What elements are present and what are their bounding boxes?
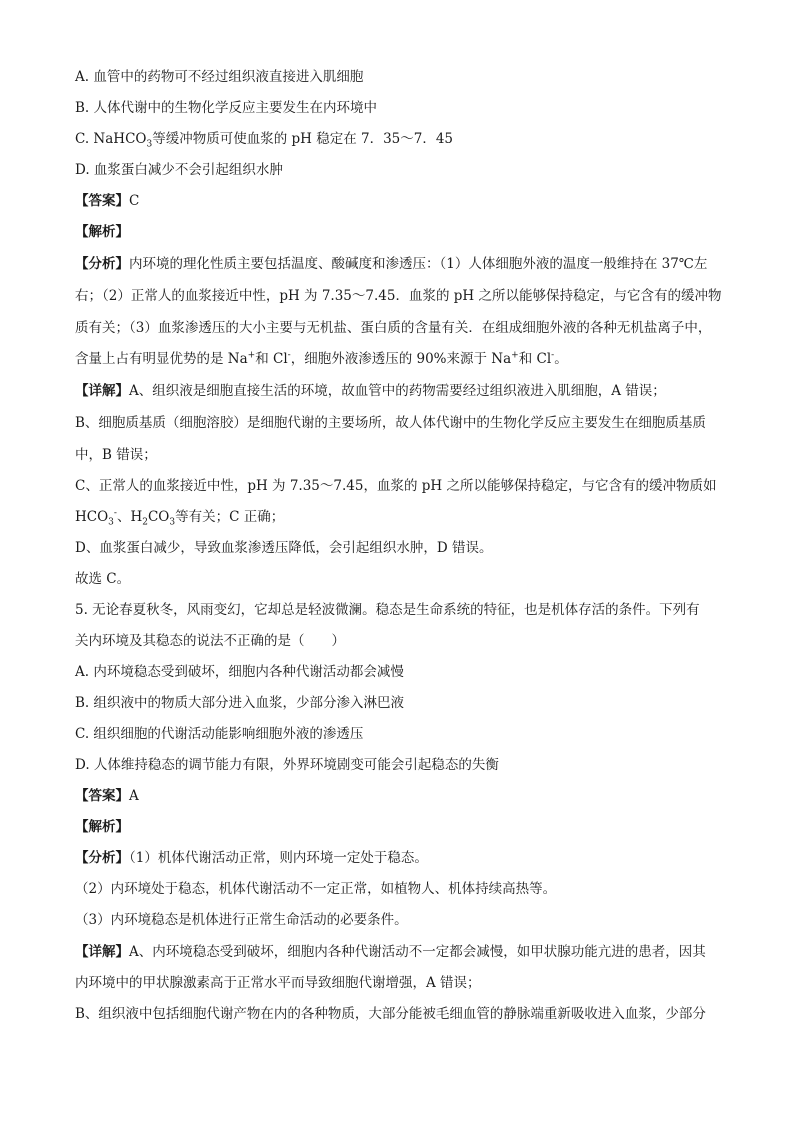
answer-tag: 【答案】 xyxy=(75,788,129,804)
q4-xiangjie-line: D、血浆蛋白减少，导致血浆渗透压降低，会引起组织水肿，D 错误。 xyxy=(75,540,493,556)
q4-fenxi-line: 【分析】内环境的理化性质主要包括温度、酸碱度和渗透压：（1）人体细胞外液的温度一般维持在 37℃左 xyxy=(75,256,708,272)
q4-xiangjie-line: 【详解】A、组织液是细胞直接生活的环境，故血管中的药物需要经过组织液进入肌细胞，A 错误； xyxy=(75,383,666,399)
q5-stem: 5. 无论春夏秋冬，风雨变幻，它却总是轻波微澜。稳态是生命系统的特征，也是机体存活的条件。下列有 xyxy=(75,602,700,618)
q5-answer: 【答案】A xyxy=(75,788,139,804)
q4-xiangjie-line: B、细胞质基质（细胞溶胶）是细胞代谢的主要场所，故人体代谢中的生物化学反应主要发生在细胞质基质 xyxy=(75,415,706,431)
q5-option-b: B. 组织液中的物质大部分进入血浆，少部分渗入淋巴液 xyxy=(75,695,405,711)
q5-analysis-heading: 【解析】 xyxy=(75,819,129,835)
q4-xiangjie-line: C、正常人的血浆接近中性，pH 为 7.35～7.45，血浆的 pH 之所以能够保持稳定，与它含有的缓冲物质如 xyxy=(75,478,717,494)
q4-conclusion: 故选 C。 xyxy=(75,571,131,587)
q5-xiangjie-line: 【详解】A、内环境稳态受到破坏，细胞内各种代谢活动不一定都会减慢，如甲状腺功能亢进的患者，因其 xyxy=(75,944,706,960)
q4-fenxi-line: 右；（2）正常人的血浆接近中性，pH 为 7.35～7.45．血浆的 pH 之所以能够保持稳定，与它含有的缓冲物 xyxy=(75,288,722,304)
q5-fenxi-line: （3）内环境稳态是机体进行正常生命活动的必要条件。 xyxy=(75,912,408,928)
q5-option-c: C. 组织细胞的代谢活动能影响细胞外液的渗透压 xyxy=(75,726,364,742)
q4-fenxi-line: 含量上占有明显优势的是 Na+和 Cl-，细胞外液渗透压的 90%来源于 Na+和 Cl-。 xyxy=(75,350,568,367)
q4-answer: 【答案】C xyxy=(75,193,140,209)
q5-fenxi-line: （2）内环境处于稳态，机体代谢活动不一定正常，如植物人、机体持续高热等。 xyxy=(75,881,557,897)
q5-stem: 关内环境及其稳态的说法不正确的是（ ） xyxy=(75,633,345,649)
q5-option-a: A. 内环境稳态受到破坏，细胞内各种代谢活动都会减慢 xyxy=(75,664,404,680)
q4-xiangjie-line: $HCO_3^-$、$H_2CO_3$等有关；C 正确； xyxy=(75,508,285,528)
q5-option-d: D. 人体维持稳态的调节能力有限，外界环境剧变可能会引起稳态的失衡 xyxy=(75,757,499,773)
q4-option-b: B. 人体代谢中的生物化学反应主要发生在内环境中 xyxy=(75,100,378,116)
q4-fenxi-line: 质有关；（3）血浆渗透压的大小主要与无机盐、蛋白质的含量有关．在组成细胞外液的各种无机盐离子中， xyxy=(75,320,712,336)
answer-tag: 【答案】 xyxy=(75,193,129,209)
q4-option-d: D. 血浆蛋白减少不会引起组织水肿 xyxy=(75,162,283,178)
q5-fenxi-line: 【分析】（1）机体代谢活动正常，则内环境一定处于稳态。 xyxy=(75,850,428,866)
q4-xiangjie-line: 中，B 错误； xyxy=(75,447,157,463)
q4-analysis-heading: 【解析】 xyxy=(75,224,129,240)
q5-xiangjie-line: 内环境中的甲状腺激素高于正常水平而导致细胞代谢增强，A 错误； xyxy=(75,975,481,991)
q5-xiangjie-line: B、组织液中包括细胞代谢产物在内的各种物质，大部分能被毛细血管的静脉端重新吸收进入血浆，少部分 xyxy=(75,1006,706,1022)
q4-option-c: C. NaHCO$_3$等缓冲物质可使血浆的 pH 稳定在 7．35～7．45 xyxy=(75,131,454,150)
q4-option-a: A. 血管中的药物可不经过组织液直接进入肌细胞 xyxy=(75,69,364,85)
